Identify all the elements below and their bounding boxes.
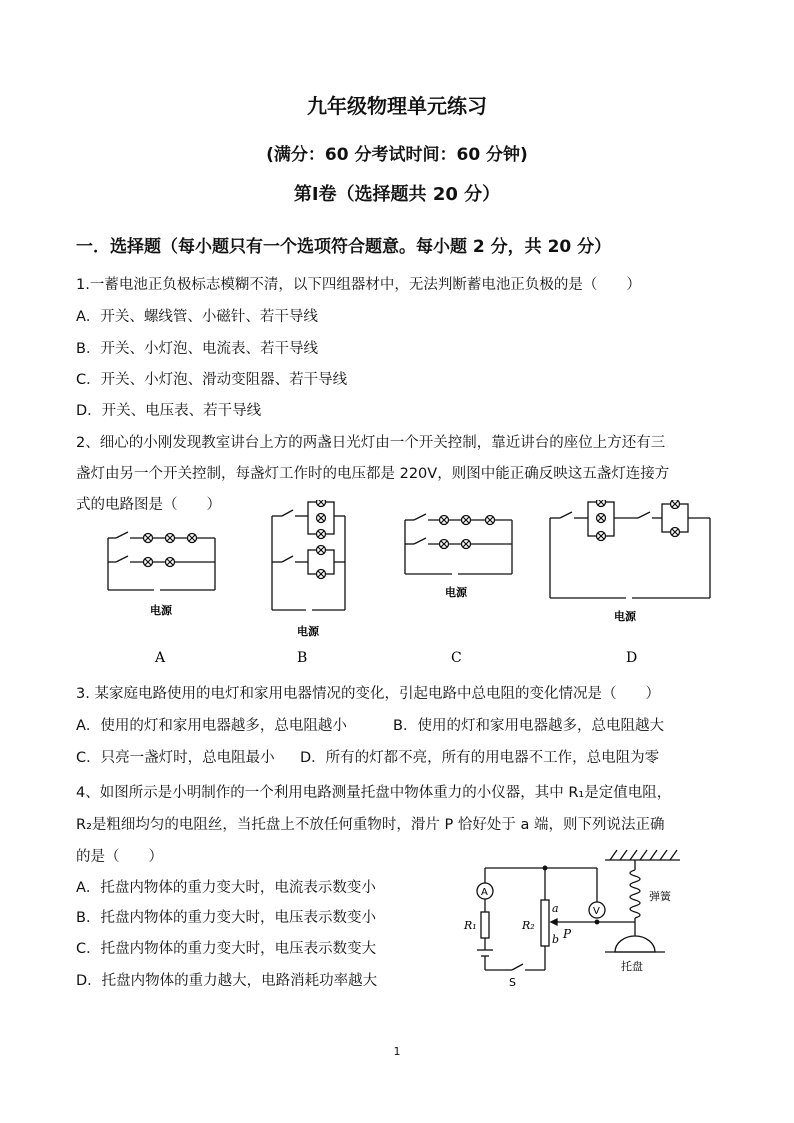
q4-option-b: B．托盘内物体的重力变大时，电压表示数变小 (76, 910, 376, 926)
r1-label: R₁ (464, 919, 477, 932)
figure-label-b: B (297, 650, 308, 666)
slider-p-label: P (563, 927, 572, 941)
section-heading: 一．选择题（每小题只有一个选项符合题意。每小题 2 分，共 20 分） (76, 237, 612, 257)
ammeter-symbol: A (481, 887, 488, 898)
circuit-a-power-label: 电源 (150, 604, 172, 617)
q2-stem-line2: 盏灯由另一个开关控制，每盏灯工作时的电压都是 220V，则图中能正确反映这五盏灯连接方 (76, 466, 670, 482)
figure-label-c: C (451, 650, 462, 666)
circuit-d-power-label: 电源 (614, 610, 636, 623)
q4-option-c: C．托盘内物体的重力变大时，电压表示数变大 (76, 941, 377, 957)
q3-option-d: D．所有的灯都不亮，所有的用电器不工作，总电阻为零 (300, 750, 660, 766)
q2-stem-line1: 2、细心的小刚发现教室讲台上方的两盏日光灯由一个开关控制，靠近讲台的座位上方还有三 (76, 435, 666, 451)
circuit-d (550, 502, 710, 598)
volume-heading: 第Ⅰ卷（选择题共 20 分） (293, 184, 501, 205)
page-title: 九年级物理单元练习 (307, 94, 487, 118)
voltmeter-symbol: V (593, 906, 600, 917)
circuit-c-power-label: 电源 (445, 586, 467, 599)
switch-s-label: S (509, 976, 516, 989)
r2-label: R₂ (522, 919, 535, 932)
q4-stem-line2: R₂是粗细均匀的电阻丝，当托盘上不放任何重物时，滑片 P 恰好处于 a 端，则下列说法正确 (76, 817, 665, 833)
end-b-label: b (552, 933, 560, 946)
q3-option-a: A．使用的灯和家用电器越多，总电阻越小 (76, 718, 347, 734)
page-subtitle: (满分：60 分考试时间：60 分钟) (266, 145, 528, 165)
figure-label-a: A (155, 650, 166, 666)
q1-option-d: D．开关、电压表、若干导线 (76, 403, 262, 419)
q2-stem-line3: 式的电路图是（ ） (76, 497, 221, 513)
figure-label-d: D (626, 650, 638, 666)
circuit-a (108, 532, 215, 590)
q4-option-a: A．托盘内物体的重力变大时，电流表示数变小 (76, 880, 376, 896)
circuit-b-power-label: 电源 (297, 625, 319, 638)
end-a-label: a (552, 902, 559, 915)
q3-stem: 3. 某家庭电路使用的电灯和家用电器情况的变化，引起电路中总电阻的变化情况是（ ） (76, 686, 660, 702)
q4-stem-line3: 的是（ ） (76, 849, 163, 865)
circuit-b (272, 502, 345, 610)
circuit-d-lamps (597, 500, 680, 541)
q1-stem: 1.一蓄电池正负极标志模糊不清，以下四组器材中，无法判断蓄电池正负极的是（ ） (76, 277, 641, 293)
q4-option-d: D．托盘内物体的重力越大，电路消耗功率越大 (76, 973, 378, 989)
spring-label: 弹簧 (649, 890, 671, 903)
circuit-c (405, 514, 512, 574)
q1-option-b: B．开关、小灯泡、电流表、若干导线 (76, 341, 318, 357)
q3-option-b: B．使用的灯和家用电器越多，总电阻越大 (393, 718, 664, 734)
q1-option-c: C．开关、小灯泡、滑动变阻器、若干导线 (76, 372, 348, 388)
q1-option-a: A．开关、螺线管、小磁针、若干导线 (76, 309, 318, 325)
q2-circuit-figures (0, 500, 794, 680)
q4-scale-circuit (455, 840, 705, 995)
q3-option-c: C．只亮一盏灯时，总电阻最小 (76, 750, 275, 766)
circuit-b-lamps (317, 500, 326, 579)
q4-stem-line1: 4、如图所示是小明制作的一个利用电路测量托盘中物体重力的小仪器，其中 R₁是定值电阻， (76, 785, 672, 801)
page-number: 1 (393, 1045, 401, 1058)
tray-label: 托盘 (621, 960, 643, 973)
